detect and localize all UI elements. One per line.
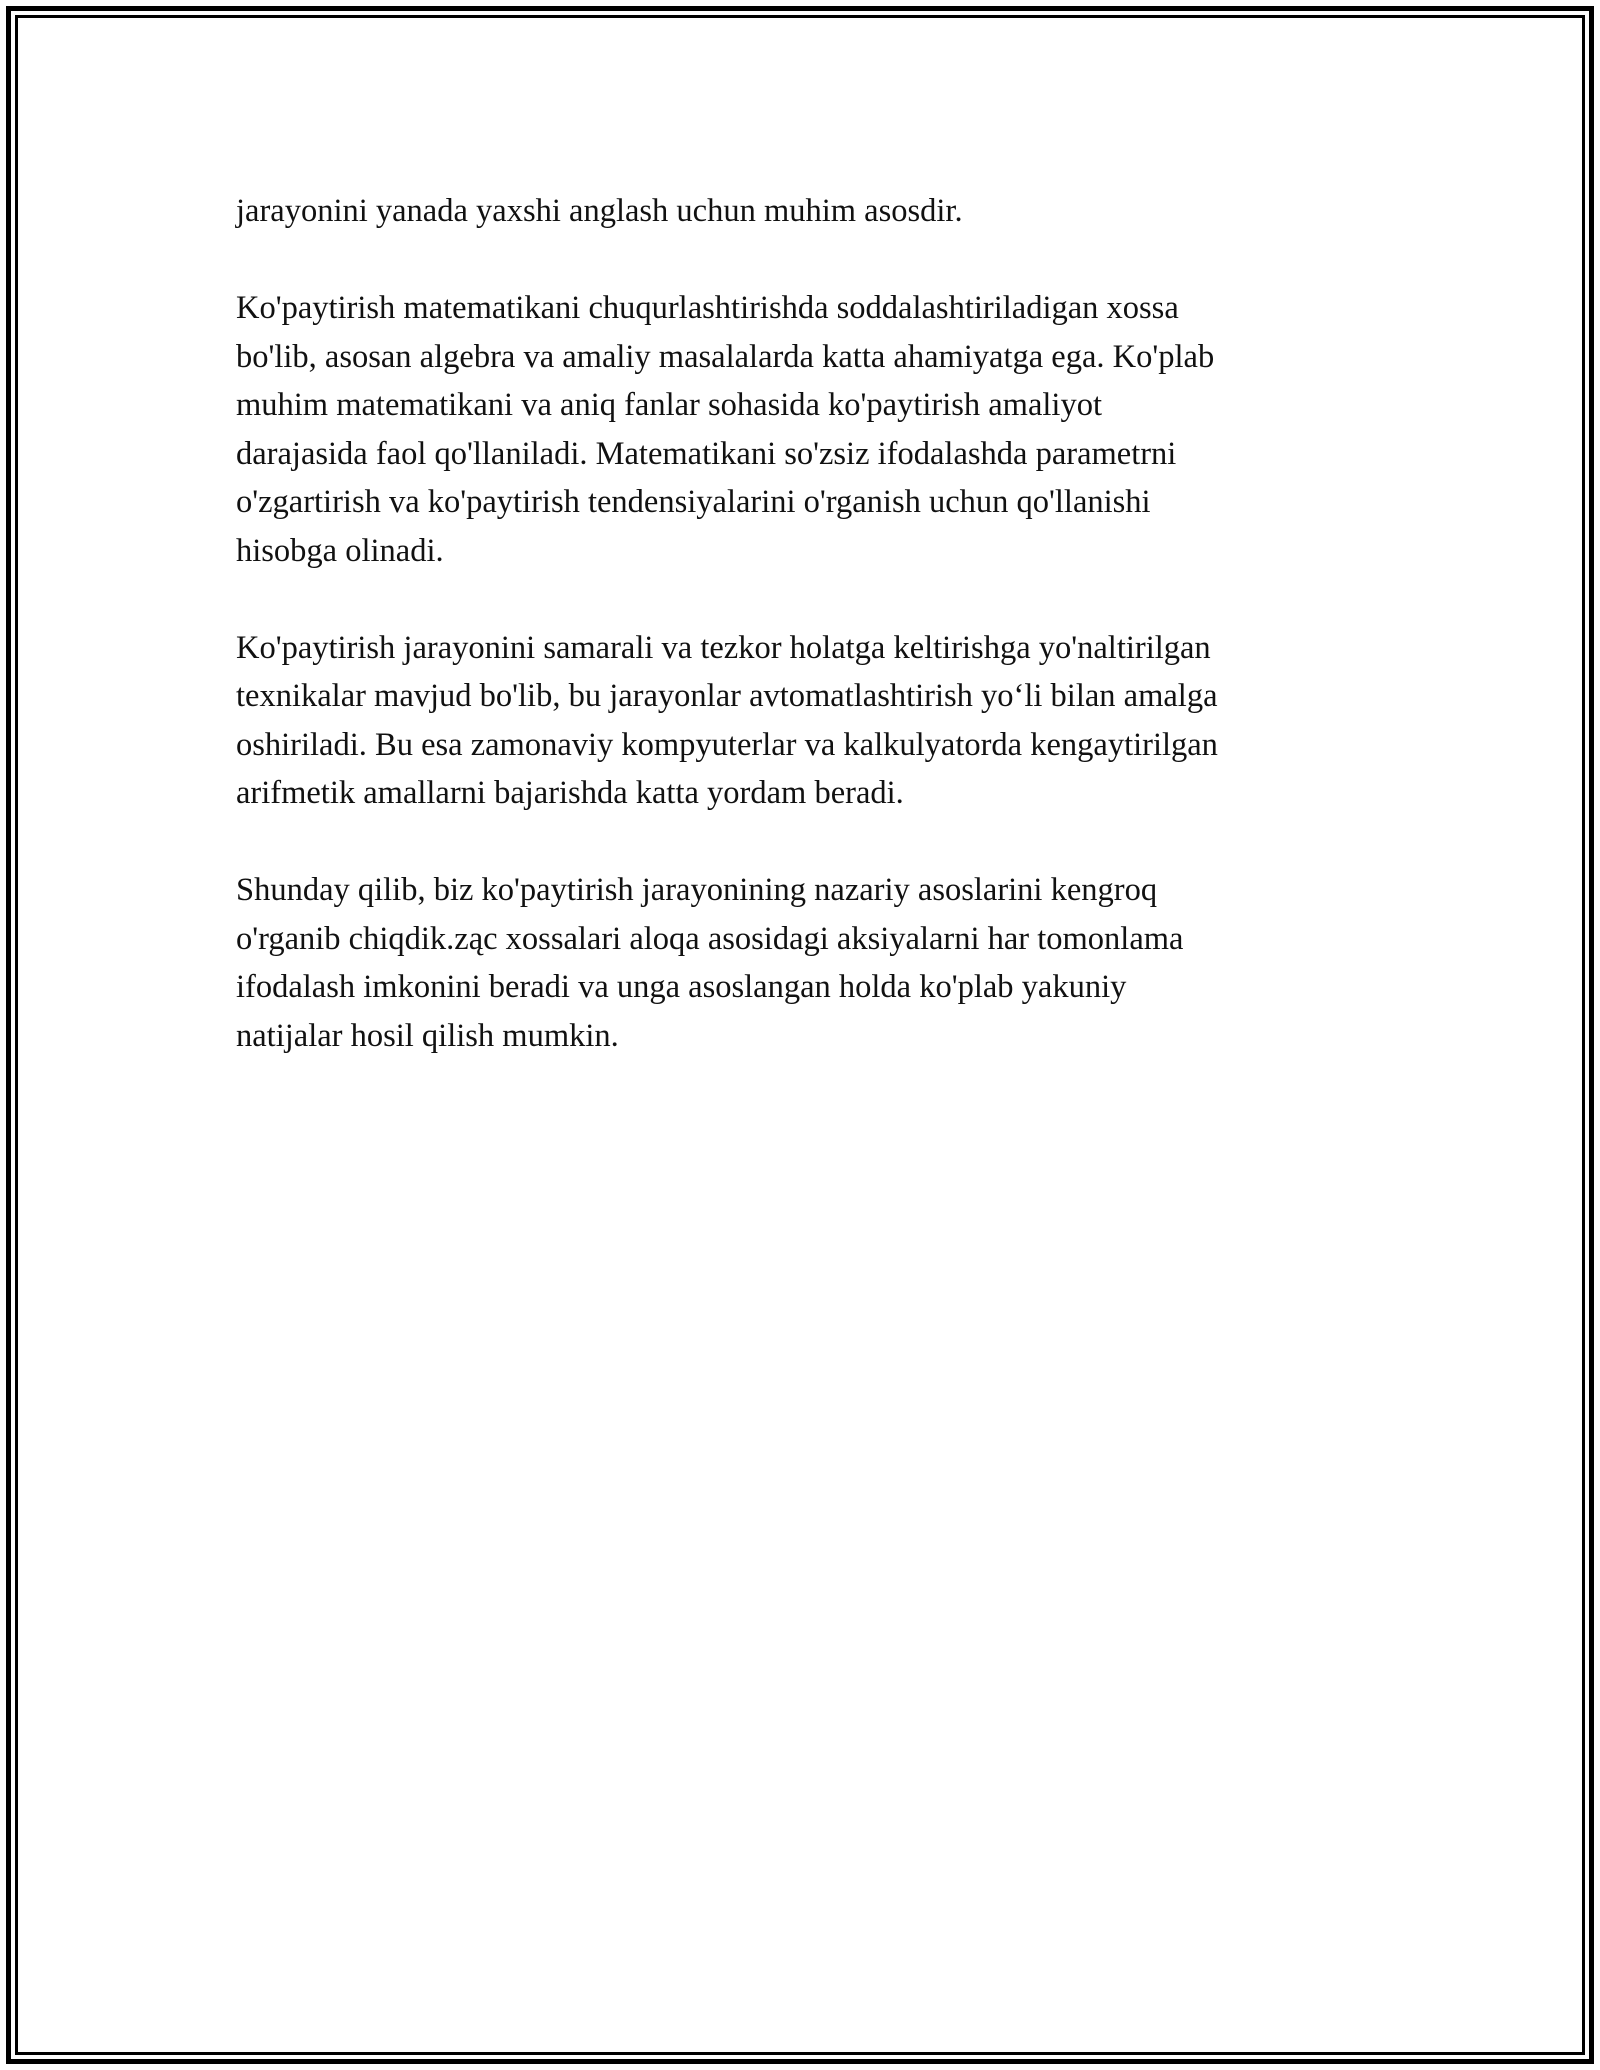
text-line: Shunday qilib, biz ko'paytirish jarayonining nazariy asoslarini kengroq — [236, 872, 1158, 908]
text-line: arifmetik amallarni bajarishda katta yordam beradi. — [236, 775, 904, 811]
text-line: oshiriladi. Bu esa zamonaviy kompyuterlar va kalkulyatorda kengaytirilgan — [236, 726, 1218, 763]
text-line: Ko'paytirish jarayonini samarali va tezkor holatga keltirishga yo'naltirilgan — [236, 629, 1211, 666]
text-line: o'rganib chiqdik.ząc xossalari aloqa asosidagi aksiyalarni har tomonlama — [236, 920, 1184, 957]
text-line: Ko'paytirish matematikani chuqurlashtirishda soddalashtiriladigan xossa — [236, 290, 1179, 326]
paragraph-3 — [236, 624, 1366, 818]
paragraph-1 — [236, 187, 1366, 236]
text-line: hisobga olinadi. — [236, 532, 444, 569]
paragraph-4 — [236, 866, 1366, 1060]
paragraph-2 — [236, 284, 1366, 575]
text-line: ifodalash imkonini beradi va unga asoslangan holda ko'plab yakuniy — [236, 969, 1127, 1005]
text-line: darajasida faol qo'llaniladi. Matematikani so'zsiz ifodalashda parametrni — [236, 435, 1177, 472]
document-body — [236, 187, 1366, 1109]
text-line: natijalar hosil qilish mumkin. — [236, 1017, 619, 1054]
text-line: o'zgartirish va ko'paytirish tendensiyalarini o'rganish uchun qo'llanishi — [236, 484, 1151, 520]
text-line: muhim matematikani va aniq fanlar sohasida ko'paytirish amaliyot — [236, 387, 1102, 423]
text-line: jarayonini yanada yaxshi anglash uchun muhim asosdir. — [236, 193, 963, 229]
text-line: bo'lib, asosan algebra va amaliy masalalarda katta ahamiyatga ega. Ko'plab — [236, 338, 1215, 375]
text-line: texnikalar mavjud bo'lib, bu jarayonlar avtomatlashtirish yo‘li bilan amalga — [236, 678, 1218, 714]
